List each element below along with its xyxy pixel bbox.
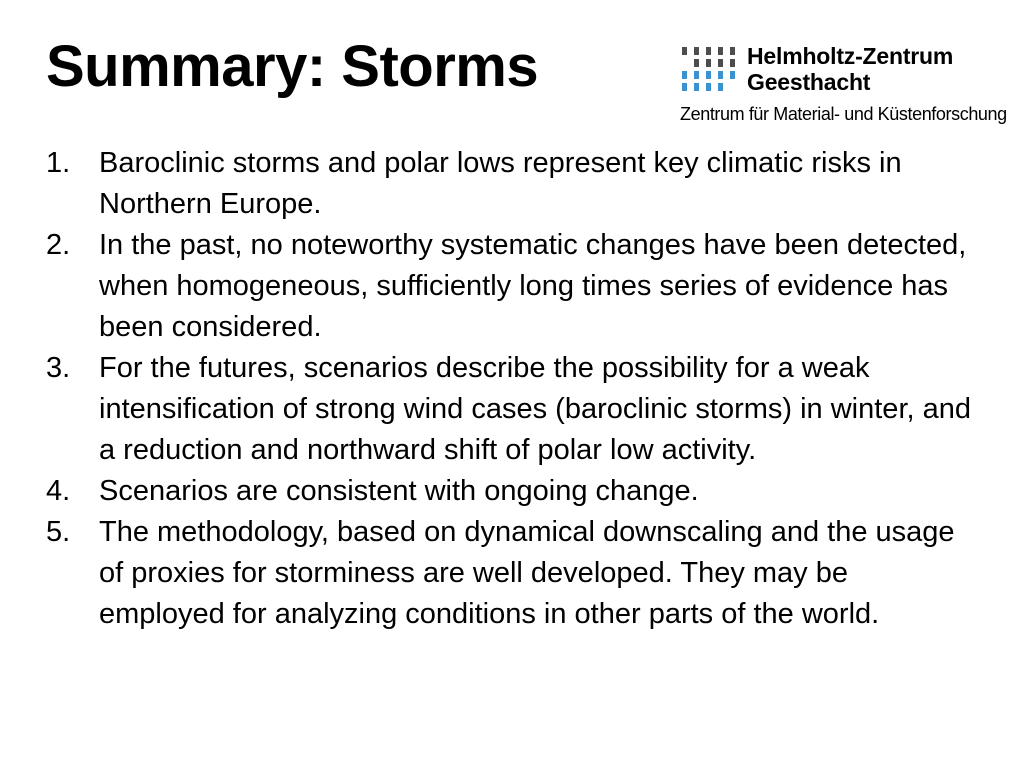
point-text: Baroclinic storms and polar lows represent key climatic risks in Northern Europe. [99, 147, 902, 220]
point-number: 2. [46, 229, 71, 261]
summary-point [46, 143, 976, 225]
logo-name-line1: Helmholtz-Zentrum [747, 43, 954, 69]
point-text: In the past, no noteworthy systematic changes have been detected, when homogeneous, sufficiently long times series of evidence has been considered. [99, 229, 967, 343]
point-number: 3. [46, 352, 71, 384]
helmholtz-logo [680, 43, 1007, 133]
point-number: 5. [46, 516, 71, 548]
logo-name [747, 43, 953, 95]
logo-dot-grid-icon [680, 45, 740, 93]
summary-point [46, 348, 976, 471]
point-text: For the futures, scenarios describe the possibility for a weak intensification of strong wind cases (baroclinic storms) in winter, and a reduction and northward shift of polar low activity. [99, 352, 971, 466]
summary-point [46, 471, 976, 512]
point-text: Scenarios are consistent with ongoing change. [99, 475, 699, 507]
slide-title: Summary: Storms [46, 34, 539, 99]
point-number: 1. [46, 147, 71, 179]
logo-tagline: Zentrum für Material- und Küstenforschung [680, 104, 1007, 124]
summary-point [46, 225, 976, 348]
point-number: 4. [46, 475, 71, 507]
logo-name-line2: Geesthacht [747, 69, 871, 95]
point-text: The methodology, based on dynamical downscaling and the usage of proxies for storminess are well developed. They may be employed for analyzing conditions in other parts of the world. [99, 516, 955, 630]
summary-point [46, 512, 976, 635]
summary-list [46, 143, 976, 635]
